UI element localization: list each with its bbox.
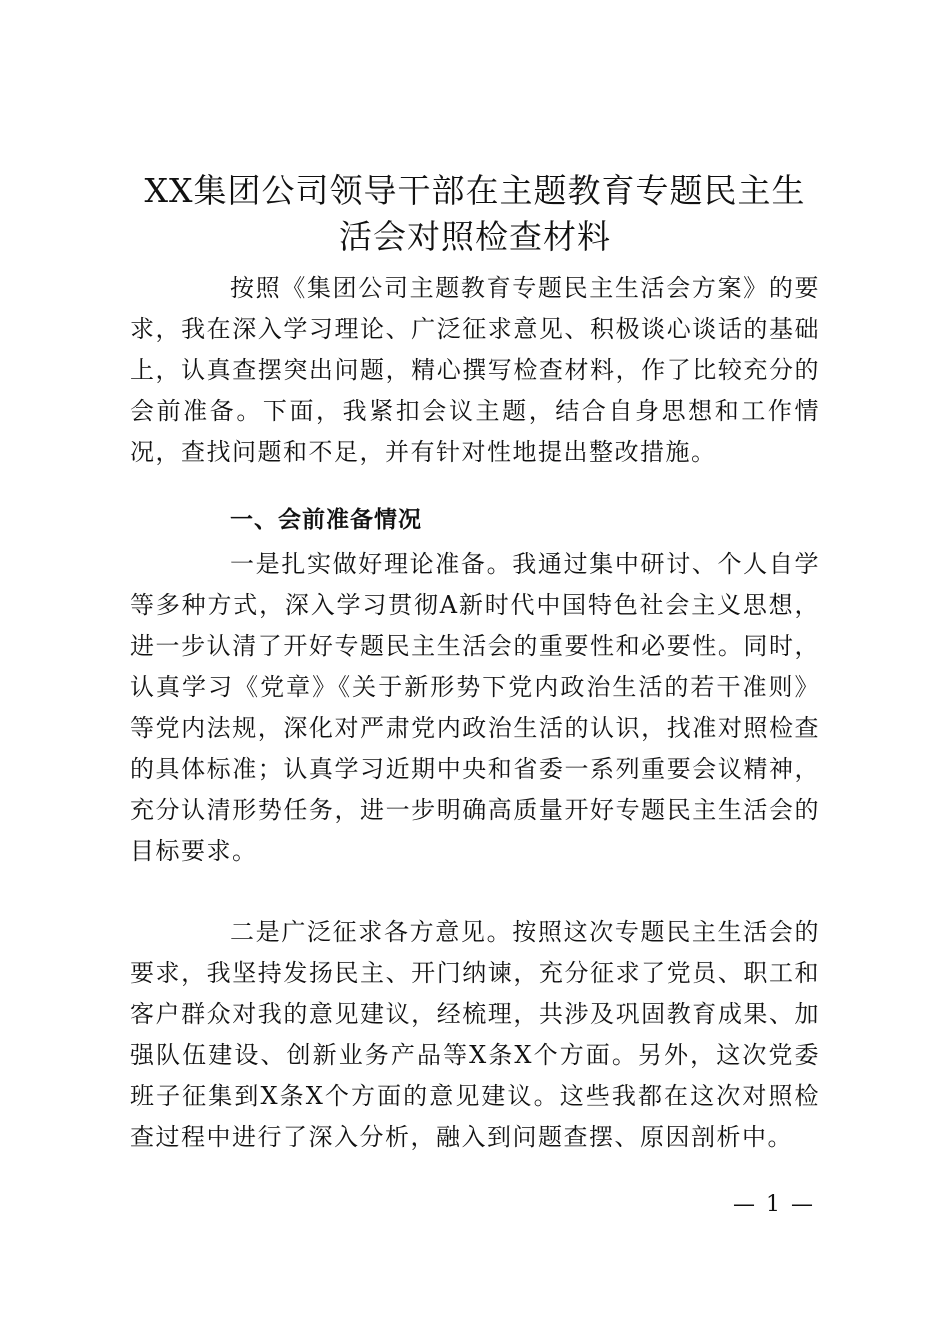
intro-paragraph: 按照《集团公司主题教育专题民主生活会方案》的要求，我在深入学习理论、广泛征求意见、积极谈心谈话的基础上，认真查摆突出问题，精心撰写检查材料，作了比较充分的会前准备。下面，我紧扣会议主题，结合自身思想和工作情况，查找问题和不足，并有针对性地提出整改措施。	[130, 274, 820, 466]
paragraph-theory-preparation: 一是扎实做好理论准备。我通过集中研讨、个人自学等多种方式，深入学习贯彻A新时代中国特色社会主义思想，进一步认清了开好专题民主生活会的重要性和必要性。同时，认真学习《党章》《关于新形势下党内政治生活的若干准则》等党内法规，深化对严肃党内政治生活的认识，找准对照检查的具体标准；认真学习近期中央和省委一系列重要会议精神，充分认清形势任务，进一步明确高质量开好专题民主生活会的目标要求。	[130, 550, 820, 865]
section-heading-preparation: 一、会前准备情况	[230, 507, 422, 533]
paragraph-solicit-opinions: 二是广泛征求各方意见。按照这次专题民主生活会的要求，我坚持发扬民主、开门纳谏，充分征求了党员、职工和客户群众对我的意见建议，经梳理，共涉及巩固教育成果、加强队伍建设、创新业务产品等X条X个方面。另外，这次党委班子征集到X条X个方面的意见建议。这些我都在这次对照检查过程中进行了深入分析，融入到问题查摆、原因剖析中。	[130, 918, 820, 1151]
title-line-1: XX集团公司领导干部在主题教育专题民主生	[144, 171, 806, 210]
document-title	[130, 168, 820, 260]
title-line-2: 活会对照检查材料	[339, 217, 611, 256]
page-number: — 1 —	[733, 1192, 815, 1217]
